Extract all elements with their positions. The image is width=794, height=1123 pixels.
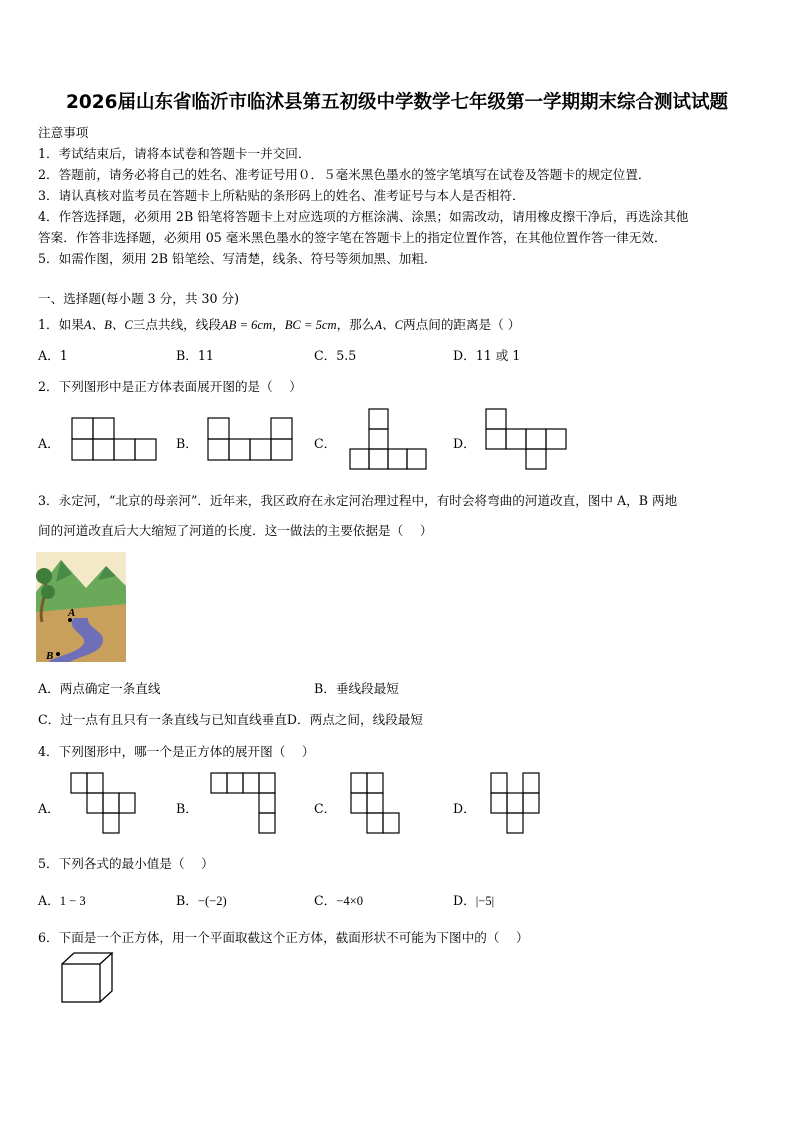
question-3-line-1: 3．永定河，“北京的母亲河”．近年来，我区政府在永定河治理过程中，有时会将弯曲的河道改直，图中 A，B 两地 (38, 493, 678, 508)
q1-option-b[interactable]: B．11 (176, 348, 214, 363)
notice-item: 3．请认真核对监考员在答题卡上所粘贴的条形码上的姓名、准考证号与本人是否相符． (38, 188, 525, 203)
q3-option-a[interactable]: A．两点确定一条直线 (38, 681, 161, 696)
q2-net-c (346, 405, 432, 471)
question-4-stem: 4．下列图形中，哪一个是正方体的展开图（ ） (38, 744, 315, 759)
q4-net-c (348, 770, 404, 840)
q4-net-d (488, 770, 544, 840)
notice-heading: 注意事项 (38, 125, 89, 140)
q1-option-c[interactable]: C．5.5 (314, 348, 357, 363)
q2-net-b (206, 415, 296, 465)
river-illustration (36, 552, 126, 662)
q5-option-b[interactable]: B．−(−2) (176, 893, 227, 908)
question-6-stem: 6．下面是一个正方体，用一个平面取截这个正方体，截面形状不可能为下图中的（ ） (38, 930, 529, 945)
point-b-label: B (46, 650, 54, 662)
q5-option-d[interactable]: D．|−5| (453, 893, 495, 908)
q3-option-c[interactable]: C．过一点有且只有一条直线与已知直线垂直D．两点之间，线段最短 (38, 712, 423, 727)
q3-option-b[interactable]: B．垂线段最短 (314, 681, 399, 696)
q4-option-a-label[interactable]: A． (38, 801, 60, 816)
notice-item: 5．如需作图，须用 2B 铅笔绘、写清楚，线条、符号等须加黑、加粗． (38, 251, 437, 266)
q4-option-b-label[interactable]: B． (176, 801, 198, 816)
q5-option-a[interactable]: A．1 − 3 (38, 893, 86, 908)
cube-figure (58, 950, 118, 1006)
q4-net-a (68, 770, 142, 840)
point-a-label: A (68, 607, 76, 619)
q2-net-a (70, 415, 162, 465)
q3-option-d[interactable]: D．两点之间，线段最短 (286, 712, 423, 727)
q2-option-a-label[interactable]: A． (38, 436, 60, 451)
q2-option-d-label[interactable]: D． (453, 436, 476, 451)
q2-option-c-label[interactable]: C． (314, 436, 337, 451)
question-5-stem: 5．下列各式的最小值是（ ） (38, 856, 214, 871)
question-2-stem: 2．下列图形中是正方体表面展开图的是（ ） (38, 379, 302, 394)
question-1-stem: 1．如果A、B、C三点共线，线段AB = 6cm，BC = 5cm，那么A、C两点间的距离是（ ） (38, 317, 521, 332)
notice-item: 1．考试结束后，请将本试卷和答题卡一并交回． (38, 146, 311, 161)
q5-option-c[interactable]: C．−4×0 (314, 893, 364, 908)
notice-item: 4．作答选择题，必须用 2B 铅笔将答题卡上对应选项的方框涂满、涂黑；如需改动，请用橡皮擦干净后，再选涂其他 (38, 209, 689, 224)
section-heading: 一、选择题(每小题 3 分，共 30 分) (38, 291, 240, 306)
question-3-line-2: 间的河道改直后大大缩短了河道的长度．这一做法的主要依据是（ ） (38, 523, 433, 538)
page-title: 2026届山东省临沂市临沭县第五初级中学数学七年级第一学期期末综合测试试题 (66, 92, 728, 113)
q2-net-d (483, 405, 569, 471)
q4-option-c-label[interactable]: C． (314, 801, 337, 816)
notice-item: 2．答题前，请务必将自己的姓名、准考证号用０．５毫米黑色墨水的签字笔填写在试卷及答题卡的规定位置． (38, 167, 651, 182)
notice-item: 答案．作答非选择题，必须用 05 毫米黑色墨水的签字笔在答题卡上的指定位置作答，在其他位置作答一律无效． (38, 230, 667, 245)
q1-option-d[interactable]: D．11 或 1 (453, 348, 521, 363)
q4-net-b (208, 770, 282, 840)
q1-option-a[interactable]: A．1 (38, 348, 68, 363)
q4-option-d-label[interactable]: D． (453, 801, 476, 816)
q2-option-b-label[interactable]: B． (176, 436, 198, 451)
